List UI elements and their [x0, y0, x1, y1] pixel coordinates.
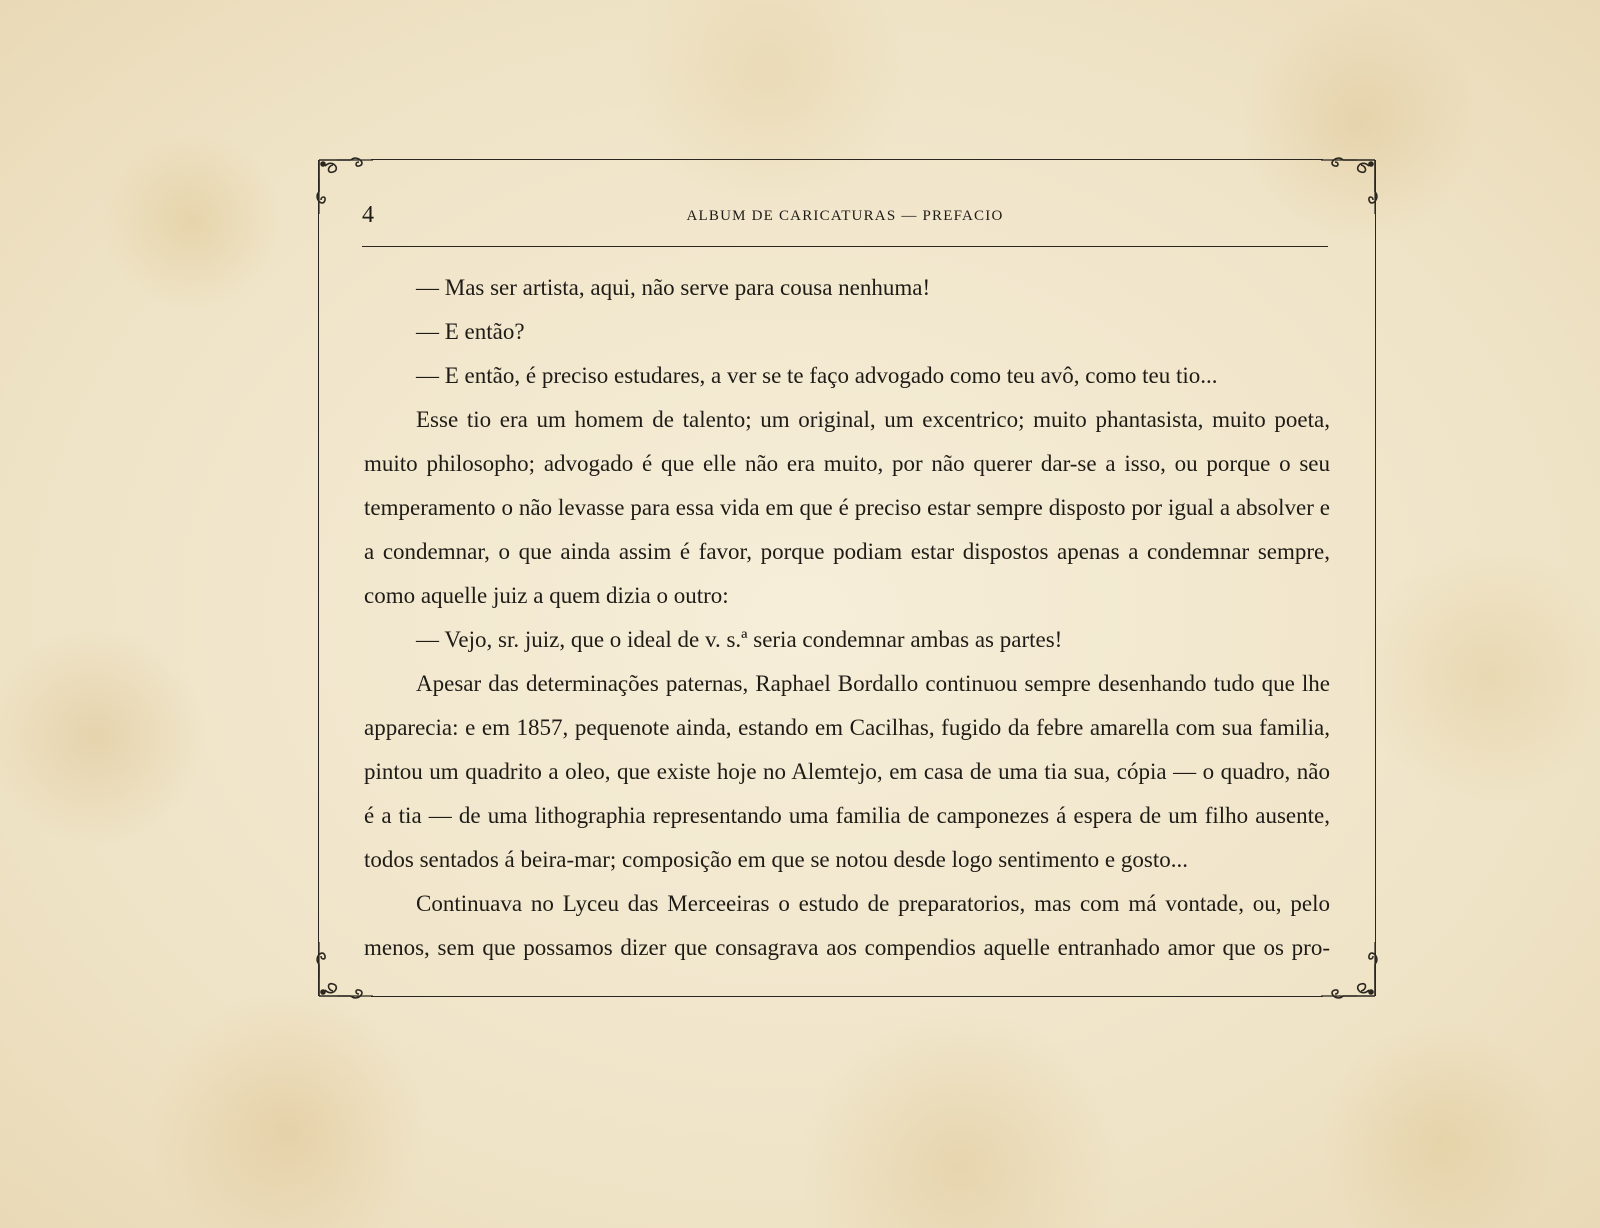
paragraph: — Vejo, sr. juiz, que o ideal de v. s.ª seria condemnar ambas as partes!: [416, 627, 1063, 652]
paragraph: Continuava no Lyceu das Merceeiras o estudo de preparatorios, mas com má vontade, ou, pelo menos, sem que possamos dizer que consagrava aos compendios aquelle entranhado amor que os pro-: [364, 891, 1330, 960]
paragraph: — Mas ser artista, aqui, não serve para cousa nenhuma!: [416, 275, 931, 300]
paragraph: Apesar das determinações paternas, Raphael Bordallo continuou sempre desenhando tudo que lhe apparecia: e em 1857, pequenote ainda, estando em Cacilhas, fugido da febre amarella com sua familia, pintou um quadrito a oleo, que existe hoje no Alemtejo, em casa de uma tia sua, cópia — o quadro, não é a tia — de uma lithographia representando uma familia de camponezes á espera de um filho ausente, todos sentados á beira-mar; composição em que se notou desde logo sentimento e gosto...: [364, 671, 1330, 872]
paragraph: — E então, é preciso estudares, a ver se te faço advogado como teu avô, como teu tio...: [416, 363, 1218, 388]
body-text: [364, 266, 1330, 970]
paragraph: Esse tio era um homem de talento; um original, um excentrico; muito phantasista, muito poeta, muito philosopho; advogado é que elle não era muito, por não querer dar-se a isso, ou porque o seu temperamento o não levasse para essa vida em que é preciso estar sempre disposto por igual a absolver e a condemnar, o que ainda assim é favor, porque podiam estar dispostos apenas a condemnar sempre, como aquelle juiz a quem dizia o outro:: [364, 407, 1330, 608]
page-number: 4: [362, 202, 374, 228]
running-head: ALBUM DE CARICATURAS — PREFACIO: [686, 208, 1004, 224]
border-bottom-rule: [371, 996, 1323, 997]
border-top-rule: [371, 159, 1323, 160]
paragraph: — E então?: [416, 319, 525, 344]
page-header: [362, 196, 1328, 247]
